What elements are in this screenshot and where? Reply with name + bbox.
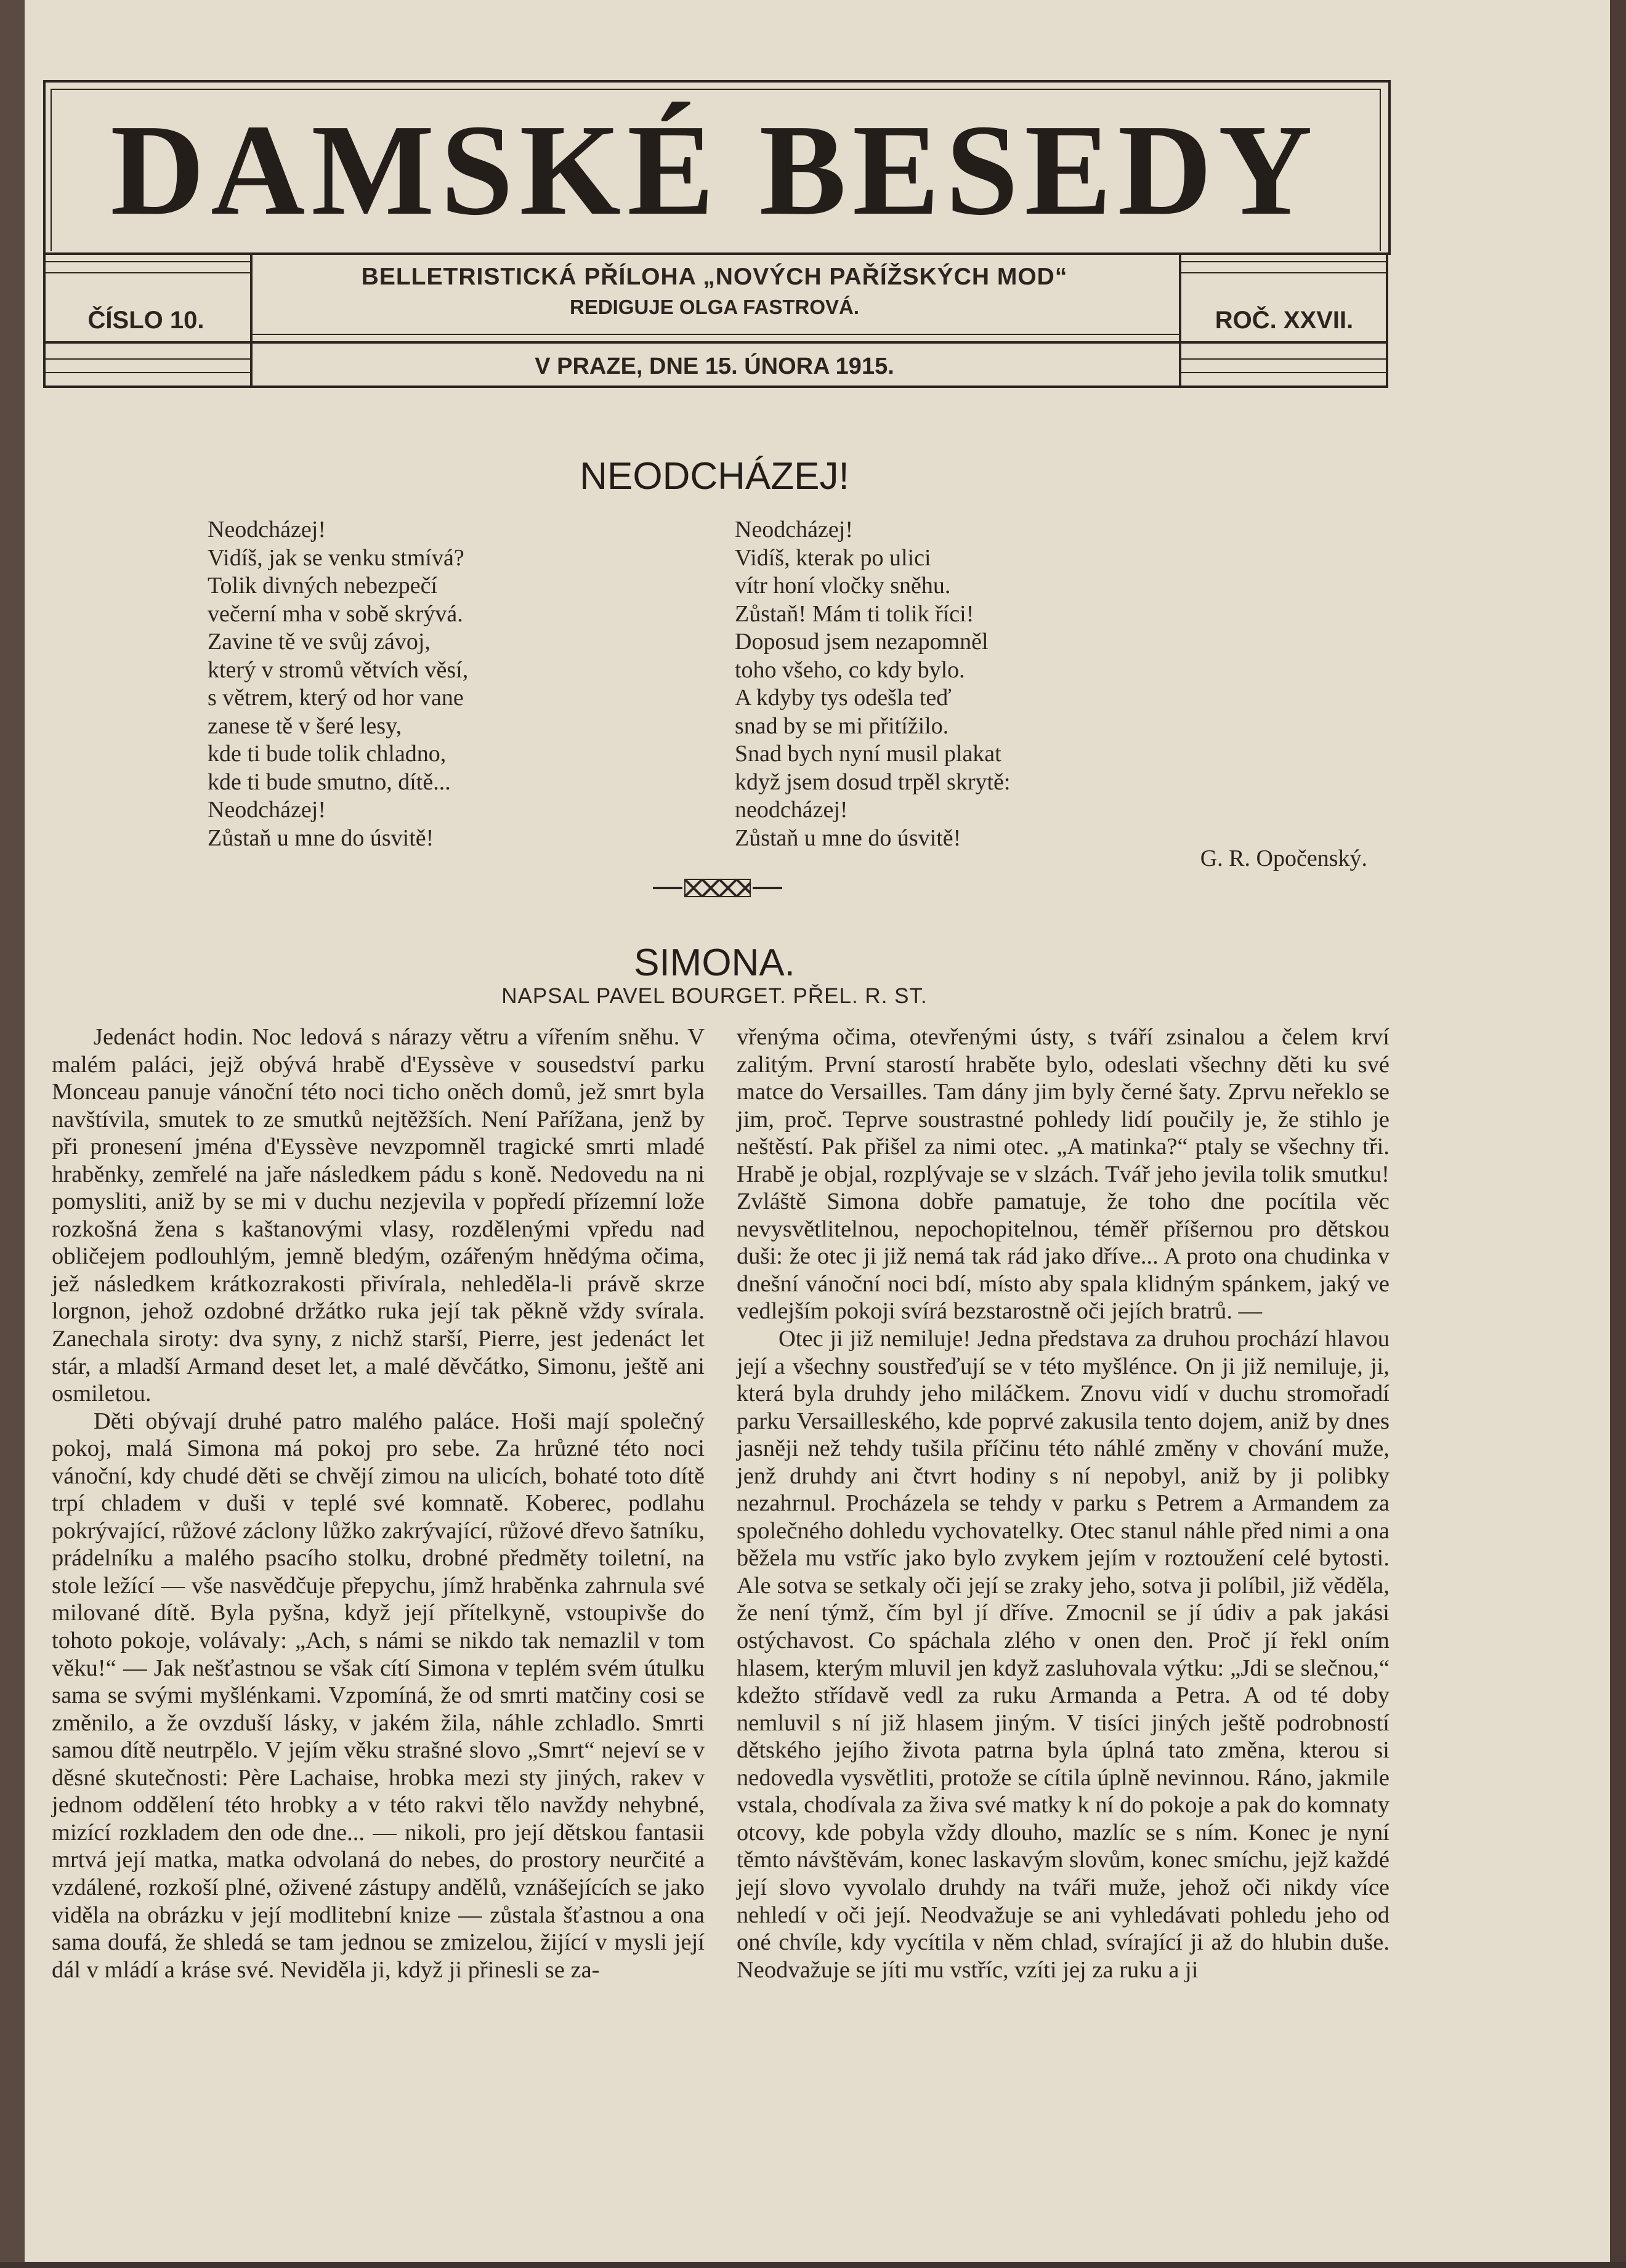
poem-line: kde ti bude smutno, dítě... xyxy=(208,769,451,795)
masthead-rule xyxy=(43,385,1388,388)
poem-stanza-left xyxy=(208,516,468,852)
section-divider-ornament-icon xyxy=(653,874,782,902)
story-column-right xyxy=(737,1023,1389,1983)
scan-edge-left xyxy=(0,0,25,2268)
masthead-rule xyxy=(43,252,1388,255)
masthead-border-right xyxy=(1386,252,1388,388)
story-column-left xyxy=(52,1023,705,1983)
poem-title: NEODCHÁZEJ! xyxy=(580,455,849,498)
poem-line: Zůstaň u mne do úsvitě! xyxy=(208,825,434,851)
poem-line: večerní mha v sobě skrývá. xyxy=(208,600,463,627)
poem-line: s větrem, který od hor vane xyxy=(208,685,464,711)
dateline: V PRAZE, DNE 15. ÚNORA 1915. xyxy=(535,353,894,379)
newspaper-title: DAMSKÉ BESEDY xyxy=(110,97,1319,242)
poem-line: Zůstaň! Mám ti tolik říci! xyxy=(735,600,974,627)
poem-author: G. R. Opočenský. xyxy=(1200,845,1367,871)
story-byline: NAPSAL PAVEL BOURGET. PŘEL. R. ST. xyxy=(501,984,928,1008)
poem-line: Zůstaň u mne do úsvitě! xyxy=(735,825,961,851)
poem-line: Zavine tě ve svůj závoj, xyxy=(208,629,431,655)
masthead-rule xyxy=(253,334,1180,335)
poem-line: Tolik divných nebezpečí xyxy=(208,573,437,599)
story-title: SIMONA. xyxy=(634,942,795,984)
poem-line: Vidíš, jak se venku stmívá? xyxy=(208,544,464,571)
poem-line: když jsem dosud trpěl skrytě: xyxy=(735,769,1011,795)
masthead-rule xyxy=(1180,261,1388,262)
masthead-rule xyxy=(43,372,253,373)
subtitle: BELLETRISTICKÁ PŘÍLOHA „NOVÝCH PAŘÍŽSKÝCH MOD“ xyxy=(361,264,1068,290)
poem-line: Vidíš, kterak po ulici xyxy=(735,544,931,571)
editor-line: REDIGUJE OLGA FASTROVÁ. xyxy=(570,296,859,318)
masthead-rule xyxy=(1180,272,1388,273)
story-paragraph: Jedenáct hodin. Noc ledová s nárazy větru a vířením sněhu. V malém paláci, jejž obývá hrabě d'Eyssève v sousedství parku Monceau panuje vánoční této noci ticho oněch domů, jež smrt byla navštívila, smutek to ze smutků nejtěžších. Není Pařížana, jenž by při pronesení jména d'Eyssève nevzpomněl tragické smrti mladé hraběnky, zemřelé na jaře následkem pádu s koně. Nedovedu na ni pomysliti, aniž by se mi v duchu nezjevila v popředí přízemní lože rozkošná žena s kaštanovými vlasy, rozdělenými vpředu nad obličejem podlouhlým, jemně bledým, ozářeným hnědýma očima, jež následkem krátkozrakosti přivírala, nehleděla-li právě skrze lorgnon, jehož ozdobné držátko ruka její tak pěkně vždy svírala. Zanechala siroty: dva syny, z nichž starší, Pierre, jest jedenáct let stár, a mladší Armand deset let, a malé děvčátko, Simonu, ještě ani osmiletou. xyxy=(52,1024,705,1407)
poem-line: Neodcházej! xyxy=(208,797,326,823)
issue-number: ČÍSLO 10. xyxy=(87,307,204,334)
poem-line: toho všeho, co kdy bylo. xyxy=(735,656,965,683)
masthead-rule xyxy=(43,358,253,360)
volume-year: ROČ. XXVII. xyxy=(1215,307,1354,334)
masthead-rule xyxy=(1180,358,1388,360)
masthead-rule xyxy=(43,341,1388,344)
masthead-rule xyxy=(43,261,253,262)
poem-line: neodcházej! xyxy=(735,797,848,823)
poem-line: který v stromů větvích věsí, xyxy=(208,656,469,683)
poem-line: zanese tě v šeré lesy, xyxy=(208,712,402,739)
story-paragraph: vřenýma očima, otevřenými ústy, s tváří zsinalou a čelem krví zalitým. První starostí hraběte bylo, odeslati všechny děti ku své matce do Versailles. Tam dány jim byly černé šaty. Zprvu neřeklo se jim, proč. Teprve soustrastné pohledy lidí poučily je, že stihlo je neštěstí. Pak přišel za nimi otec. „A matinka?“ ptaly se všechny tři. Hrabě je objal, rozplývaje se v slzách. Tvář jeho jevila tolik smutku! Zvláště Simona dobře pamatuje, že toho dne pocítila věc nevysvětlitelnou, nepochopitelnou, téměř příšernou pro dětskou duši: že otec ji již nemá tak rád jako dříve... A proto ona chudinka v dnešní vánoční noci bdí, místo aby spala klidným spánkem, jaký ve vedlejším pokoji svírá bezstarostně oči jejích bratrů. — xyxy=(737,1024,1389,1325)
scan-edge-right xyxy=(1610,0,1626,2268)
masthead-divider xyxy=(1179,252,1181,388)
masthead-rule xyxy=(43,272,253,273)
poem-line: vítr honí vločky sněhu. xyxy=(735,573,951,599)
poem-line: Doposud jsem nezapomněl xyxy=(735,629,989,655)
scan-edge-bottom xyxy=(0,2262,1626,2268)
poem-line: snad by se mi přitížilo. xyxy=(735,712,949,739)
masthead-rule xyxy=(1180,372,1388,373)
story-paragraph: Otec ji již nemiluje! Jedna představa za druhou prochází hlavou její a všechny soustřeďují se v této myšlénce. On ji již nemiluje, ji, která byla druhdy jeho miláčkem. Znovu vidí v duchu stromořadí parku Versailleského, kde poprvé zakusila tento dojem, aniž by dnes jasněji než tehdy tušila příčinu této náhlé změny v chování muže, jenž druhdy ani čtvrt hodiny s ní nepobyl, aniž by ji polibky nezahrnul. Procházela se tehdy v parku s Petrem a Armandem za společného dohledu vychovatelky. Otec stanul náhle před nimi a ona běžela mu vstříc jako bylo zvykem jejím v roztoužení celé bytosti. Ale sotva se setkaly oči její se zraky jeho, sotva ji políbil, již věděla, že není týmž, čím byl jí dříve. Zmocnil se jí údiv a pak jakási ostýchavost. Co spáchala zlého v onen den. Proč jí řekl oním hlasem, kterým mluvil jen když zasluhovala výtku: „Jdi se slečnou,“ kdežto střídavě vedl za ruku Armanda a Petra. A od té doby nemluvil s ní již hlasem jiným. V tisíci jiných ještě podrobností dětského jejího života patrna byla úplná tato změna, kterou si nedovedla vysvětliti, protože se cítila úplně nevinnou. Ráno, jakmile vstala, chodívala za živa své matky k ní do pokoje a pak do komnaty otcovy, kde pobyla vždy dlouho, mazlíc se s ním. Konec je nyní těmto návštěvám, konec laskavým slovům, konec smíchu, jejž každé její slovo vyvolalo druhdy na tváři muže, jehož oči nikdy více nehledí v oči její. Neodvažuje se ani vyhledávati pohledu jeho od oné chvíle, kdy vycítila v něm chlad, svírající ji až do hlubin duše. Neodvažuje se jíti mu vstříc, vzíti jej za ruku a ji xyxy=(737,1326,1389,1983)
story-paragraph: Děti obývají druhé patro malého paláce. Hoši mají společný pokoj, malá Simona má pokoj pro sebe. Za hrůzné této noci vánoční, kdy chudé děti se chvějí zimou na ulicích, bohaté toto dítě trpí chladem v duši v teplé své komnatě. Koberec, podlahu pokrývající, růžové záclony lůžko zakrývající, růžové dřevo šatníku, prádelníku a malého psacího stolku, drobné předměty toiletní, na stole ležící — vše nasvědčuje přepychu, jímž hraběnka zahrnula své milované dítě. Byla pyšna, když její přítelkyně, vstoupivše do tohoto pokoje, volávaly: „Ach, s námi se nikdo tak nemazlil v tom věku!“ — Jak nešťastnou se však cítí Simona v teplém svém útulku sama se svými myšlénkami. Vzpomíná, že od smrti matčiny cosi se změnilo, a že ovzduší lásky, v jakém žila, náhle zchladlo. Smrti samou dítě neutrpělo. V jejím věku strašné slovo „Smrt“ nejeví se v děsné skutečnosti: Père Lachaise, hrobka mezi sty jiných, rakev v jednom oddělení této hrobky a v této rakvi tělo navždy nehybné, mizící rozkladem den ode dne... — nikoli, pro její dětskou fantasii mrtvá její matka, matka odvolaná do nebes, do prostory neurčité a vzdálené, rozkoší plné, oživené zástupy andělů, vznášejících se jako viděla na obrázku v její modlitební knize — zůstala šťastnou a ona sama doufá, že shledá se tam jednou se zmizelou, žijící v mysli její dál v mládí a kráse své. Neviděla ji, když ji přinesli se za- xyxy=(52,1408,705,1983)
poem-line: A kdyby tys odešla teď xyxy=(735,685,952,711)
poem-line: Neodcházej! xyxy=(208,517,326,543)
poem-line: Neodcházej! xyxy=(735,517,853,543)
poem-line: kde ti bude tolik chladno, xyxy=(208,741,447,767)
poem-line: Snad bych nyní musil plakat xyxy=(735,741,1001,767)
poem-stanza-right xyxy=(735,516,1010,852)
